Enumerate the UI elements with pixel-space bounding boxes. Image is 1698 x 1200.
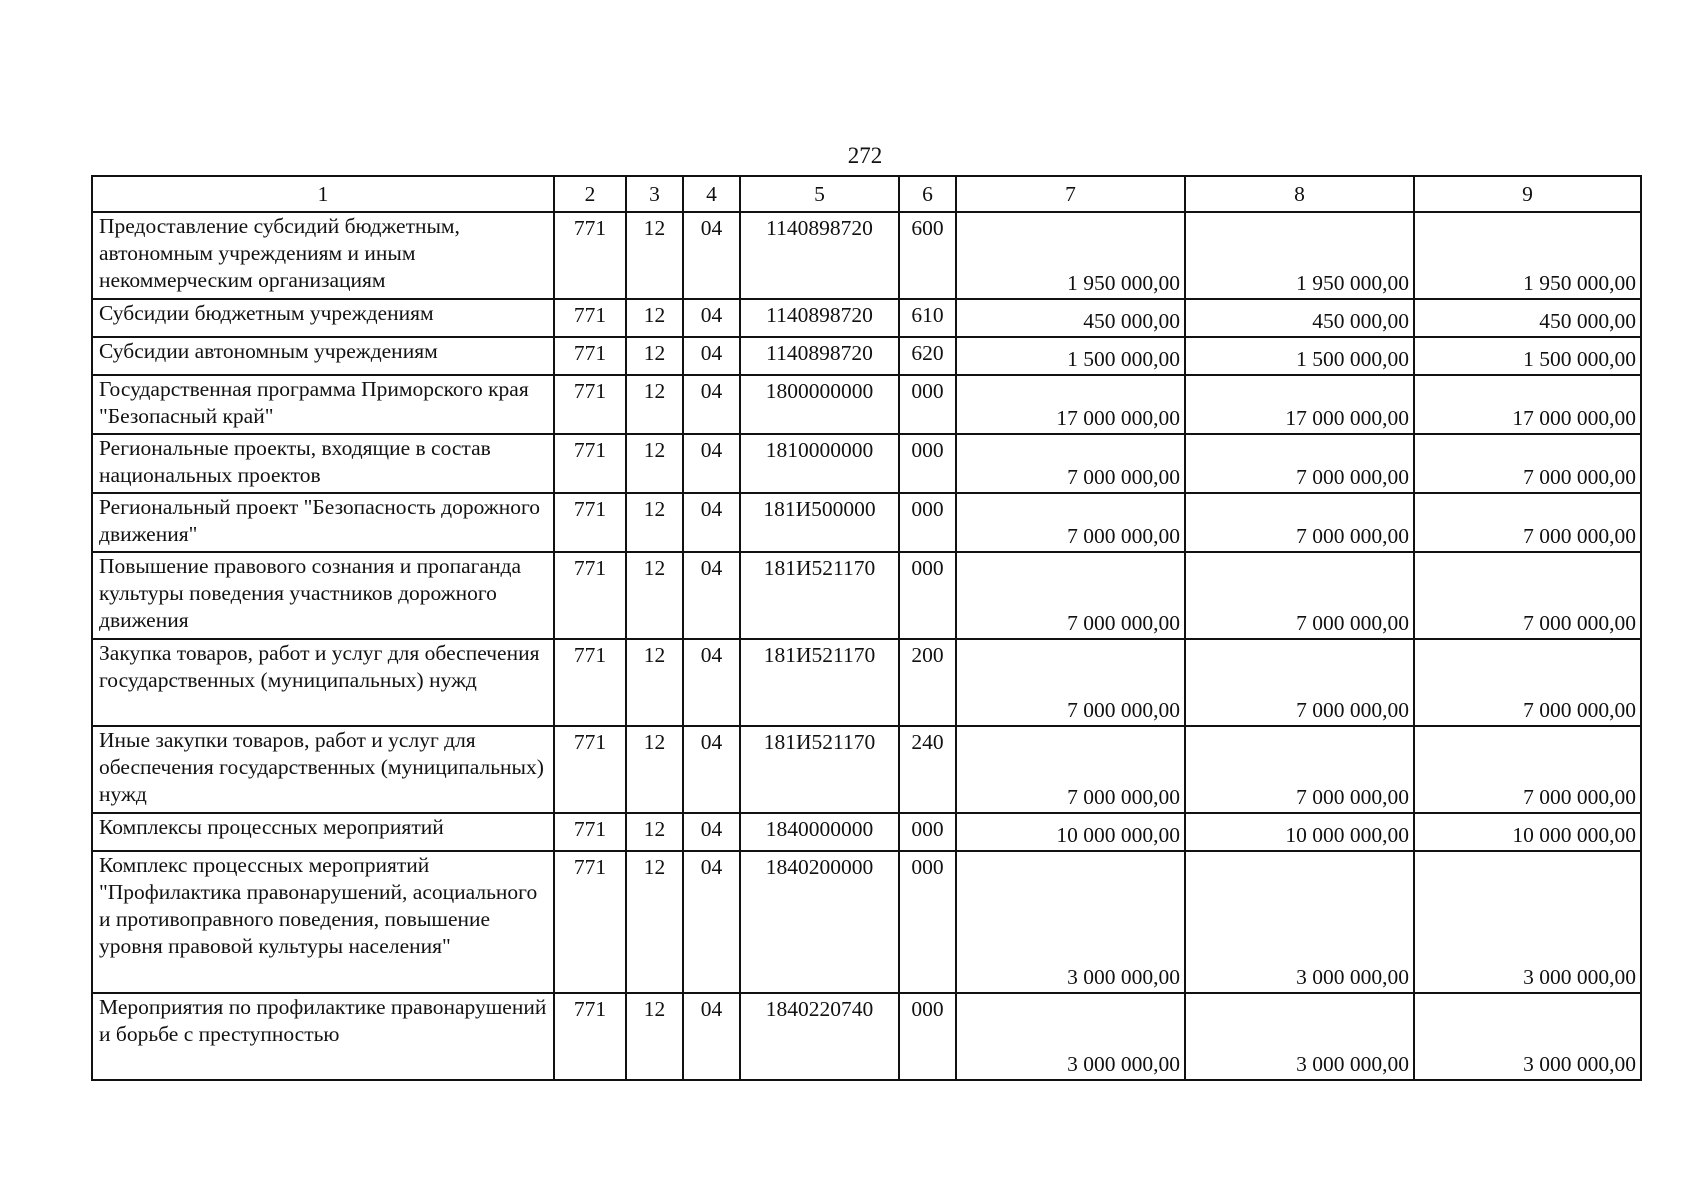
row-name: Субсидии автономным учреждениям	[92, 337, 554, 375]
row-code-4: 04	[683, 375, 740, 434]
row-amount-8: 7 000 000,00	[1185, 493, 1414, 552]
row-code-4: 04	[683, 552, 740, 639]
page-number: 272	[847, 143, 883, 168]
row-amount-9: 7 000 000,00	[1414, 434, 1641, 493]
row-amount-8: 10 000 000,00	[1185, 813, 1414, 851]
row-amount-7: 3 000 000,00	[956, 851, 1185, 993]
row-code-6: 200	[899, 639, 956, 726]
row-amount-9: 17 000 000,00	[1414, 375, 1641, 434]
table-row	[92, 212, 1641, 299]
row-amount-7: 7 000 000,00	[956, 639, 1185, 726]
row-code-5: 1140898720	[740, 337, 899, 375]
row-code-2: 771	[554, 493, 626, 552]
row-amount-7: 7 000 000,00	[956, 434, 1185, 493]
row-code-3: 12	[626, 726, 683, 813]
row-amount-9: 450 000,00	[1414, 299, 1641, 337]
row-name: Государственная программа Приморского края "Безопасный край"	[92, 375, 554, 434]
row-code-6: 610	[899, 299, 956, 337]
row-code-5: 1810000000	[740, 434, 899, 493]
column-header: 9	[1414, 176, 1641, 212]
table-row	[92, 726, 1641, 813]
table-header-row	[92, 176, 1641, 212]
row-code-6: 000	[899, 993, 956, 1080]
row-amount-8: 7 000 000,00	[1185, 434, 1414, 493]
row-amount-7: 3 000 000,00	[956, 993, 1185, 1080]
row-code-3: 12	[626, 813, 683, 851]
row-code-4: 04	[683, 813, 740, 851]
row-code-2: 771	[554, 337, 626, 375]
row-code-4: 04	[683, 851, 740, 993]
row-amount-8: 3 000 000,00	[1185, 851, 1414, 993]
row-code-5: 1840220740	[740, 993, 899, 1080]
row-code-4: 04	[683, 726, 740, 813]
row-code-6: 000	[899, 434, 956, 493]
table-row	[92, 299, 1641, 337]
row-code-2: 771	[554, 299, 626, 337]
table-row	[92, 493, 1641, 552]
row-code-4: 04	[683, 337, 740, 375]
row-amount-8: 1 950 000,00	[1185, 212, 1414, 299]
row-code-6: 620	[899, 337, 956, 375]
row-amount-7: 7 000 000,00	[956, 493, 1185, 552]
column-header: 7	[956, 176, 1185, 212]
row-code-3: 12	[626, 375, 683, 434]
table-row	[92, 552, 1641, 639]
row-code-4: 04	[683, 212, 740, 299]
row-code-2: 771	[554, 813, 626, 851]
row-name: Предоставление субсидий бюджетным, автономным учреждениям и иным некоммерческим организациям	[92, 212, 554, 299]
row-code-6: 000	[899, 375, 956, 434]
row-amount-7: 10 000 000,00	[956, 813, 1185, 851]
row-code-6: 000	[899, 493, 956, 552]
row-code-3: 12	[626, 639, 683, 726]
row-amount-7: 7 000 000,00	[956, 552, 1185, 639]
row-code-2: 771	[554, 552, 626, 639]
table-row	[92, 813, 1641, 851]
row-amount-9: 7 000 000,00	[1414, 726, 1641, 813]
row-code-5: 1840200000	[740, 851, 899, 993]
row-code-3: 12	[626, 851, 683, 993]
row-code-2: 771	[554, 212, 626, 299]
column-header: 8	[1185, 176, 1414, 212]
row-code-6: 000	[899, 552, 956, 639]
row-code-5: 181И521170	[740, 552, 899, 639]
row-code-5: 1140898720	[740, 212, 899, 299]
column-header: 3	[626, 176, 683, 212]
row-code-3: 12	[626, 993, 683, 1080]
row-code-3: 12	[626, 337, 683, 375]
row-code-6: 600	[899, 212, 956, 299]
column-header: 2	[554, 176, 626, 212]
row-name: Комплекс процессных мероприятий "Профилактика правонарушений, асоциального и противоправного поведения, повышение уровня правовой культуры населения"	[92, 851, 554, 993]
row-name: Региональный проект "Безопасность дорожного движения"	[92, 493, 554, 552]
row-amount-8: 7 000 000,00	[1185, 726, 1414, 813]
row-code-6: 000	[899, 813, 956, 851]
table-row	[92, 375, 1641, 434]
row-amount-8: 17 000 000,00	[1185, 375, 1414, 434]
row-code-2: 771	[554, 993, 626, 1080]
row-code-2: 771	[554, 639, 626, 726]
row-code-3: 12	[626, 299, 683, 337]
row-code-3: 12	[626, 493, 683, 552]
row-code-6: 000	[899, 851, 956, 993]
row-code-5: 181И500000	[740, 493, 899, 552]
row-code-3: 12	[626, 434, 683, 493]
table-row	[92, 993, 1641, 1080]
row-amount-8: 450 000,00	[1185, 299, 1414, 337]
row-amount-7: 7 000 000,00	[956, 726, 1185, 813]
row-code-5: 1140898720	[740, 299, 899, 337]
column-header: 1	[92, 176, 554, 212]
row-amount-7: 1 500 000,00	[956, 337, 1185, 375]
column-header: 5	[740, 176, 899, 212]
row-name: Закупка товаров, работ и услуг для обеспечения государственных (муниципальных) нужд	[92, 639, 554, 726]
row-amount-9: 3 000 000,00	[1414, 993, 1641, 1080]
row-code-2: 771	[554, 726, 626, 813]
row-code-5: 181И521170	[740, 726, 899, 813]
row-code-4: 04	[683, 993, 740, 1080]
row-code-5: 1800000000	[740, 375, 899, 434]
row-code-4: 04	[683, 299, 740, 337]
row-code-4: 04	[683, 493, 740, 552]
row-name: Повышение правового сознания и пропаганда культуры поведения участников дорожного движения	[92, 552, 554, 639]
row-code-5: 181И521170	[740, 639, 899, 726]
column-header: 4	[683, 176, 740, 212]
row-amount-9: 7 000 000,00	[1414, 552, 1641, 639]
row-name: Комплексы процессных мероприятий	[92, 813, 554, 851]
row-amount-9: 1 950 000,00	[1414, 212, 1641, 299]
row-name: Региональные проекты, входящие в состав национальных проектов	[92, 434, 554, 493]
table-row	[92, 639, 1641, 726]
row-code-3: 12	[626, 552, 683, 639]
row-amount-7: 450 000,00	[956, 299, 1185, 337]
table-row	[92, 851, 1641, 993]
row-amount-9: 7 000 000,00	[1414, 493, 1641, 552]
row-amount-9: 7 000 000,00	[1414, 639, 1641, 726]
row-code-2: 771	[554, 375, 626, 434]
row-amount-7: 17 000 000,00	[956, 375, 1185, 434]
row-amount-7: 1 950 000,00	[956, 212, 1185, 299]
column-header: 6	[899, 176, 956, 212]
row-name: Иные закупки товаров, работ и услуг для обеспечения государственных (муниципальных) нужд	[92, 726, 554, 813]
row-code-3: 12	[626, 212, 683, 299]
row-name: Субсидии бюджетным учреждениям	[92, 299, 554, 337]
row-amount-9: 10 000 000,00	[1414, 813, 1641, 851]
row-amount-8: 7 000 000,00	[1185, 639, 1414, 726]
row-amount-9: 3 000 000,00	[1414, 851, 1641, 993]
row-code-2: 771	[554, 434, 626, 493]
row-code-6: 240	[899, 726, 956, 813]
row-code-2: 771	[554, 851, 626, 993]
table-row	[92, 434, 1641, 493]
table-row	[92, 337, 1641, 375]
budget-table	[91, 175, 1642, 1081]
row-amount-8: 3 000 000,00	[1185, 993, 1414, 1080]
row-amount-9: 1 500 000,00	[1414, 337, 1641, 375]
row-name: Мероприятия по профилактике правонарушений и борьбе с преступностью	[92, 993, 554, 1080]
row-code-4: 04	[683, 639, 740, 726]
row-amount-8: 1 500 000,00	[1185, 337, 1414, 375]
row-code-4: 04	[683, 434, 740, 493]
row-code-5: 1840000000	[740, 813, 899, 851]
row-amount-8: 7 000 000,00	[1185, 552, 1414, 639]
